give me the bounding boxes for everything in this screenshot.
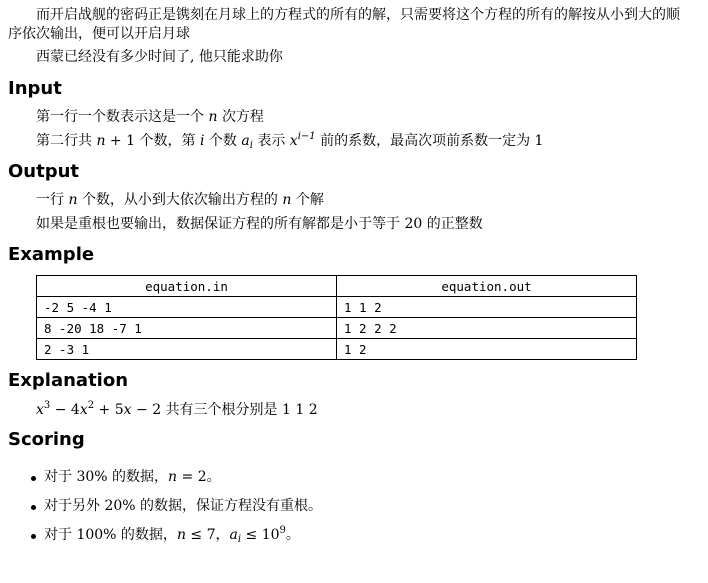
output-line-2: 如果是重根也要输出，数据保证方程的所有解都是小于等于 20 的正整数 (36, 216, 483, 232)
output-line-1: 一行 n 个数，从小到大依次输出方程的 n 个解 (36, 192, 324, 208)
example-header-in: equation.in (37, 276, 337, 297)
table-row (37, 297, 637, 318)
list-item: 对于 100% 的数据，n ≤ 7，$a_i \le 10^9$。 (44, 521, 322, 550)
example-output-cell: 1 2 (337, 339, 637, 360)
description-paragraph-2: 西蒙已经没有多少时间了, 他只能求助你 (36, 49, 283, 65)
input-line-1: 第一行一个数表示这是一个 n 次方程 (36, 109, 264, 125)
example-header-out: equation.out (337, 276, 637, 297)
output-heading: Output (8, 161, 80, 182)
example-output-cell: 1 1 2 (337, 297, 637, 318)
explanation-heading: Explanation (8, 370, 129, 391)
example-input-cell: 2 -3 1 (37, 339, 337, 360)
example-heading: Example (8, 244, 95, 265)
list-item: 对于另外 20% 的数据，保证方程没有重根。 (44, 492, 322, 521)
list-item: 对于 30% 的数据，n = 2。 (44, 463, 322, 492)
example-table (36, 275, 637, 360)
example-output-cell: 1 2 2 2 (337, 318, 637, 339)
example-input-cell: -2 5 -4 1 (37, 297, 337, 318)
description-paragraph-1: 而开启战舰的密码正是镌刻在月球上的方程式的所有的解，只需要将这个方程的所有的解按从小到大的顺序依次输出，便可以开启月球 (8, 7, 680, 42)
scoring-heading: Scoring (8, 429, 85, 450)
example-input-cell: 8 -20 18 -7 1 (37, 318, 337, 339)
table-row (37, 339, 637, 360)
explanation-line: $x^3 - 4x^2 + 5x - 2$ 共有三个根分别是 1 1 2 (36, 400, 318, 418)
input-heading: Input (8, 78, 62, 99)
example-table-header-row (37, 276, 637, 297)
input-line-2: 第二行共 n + 1 个数，第 i 个数 $a_i$ 表示 $x^{i-1}$ 前的系数，最高次项前系数一定为 1 (36, 131, 544, 151)
scoring-list (0, 463, 322, 550)
table-row (37, 318, 637, 339)
